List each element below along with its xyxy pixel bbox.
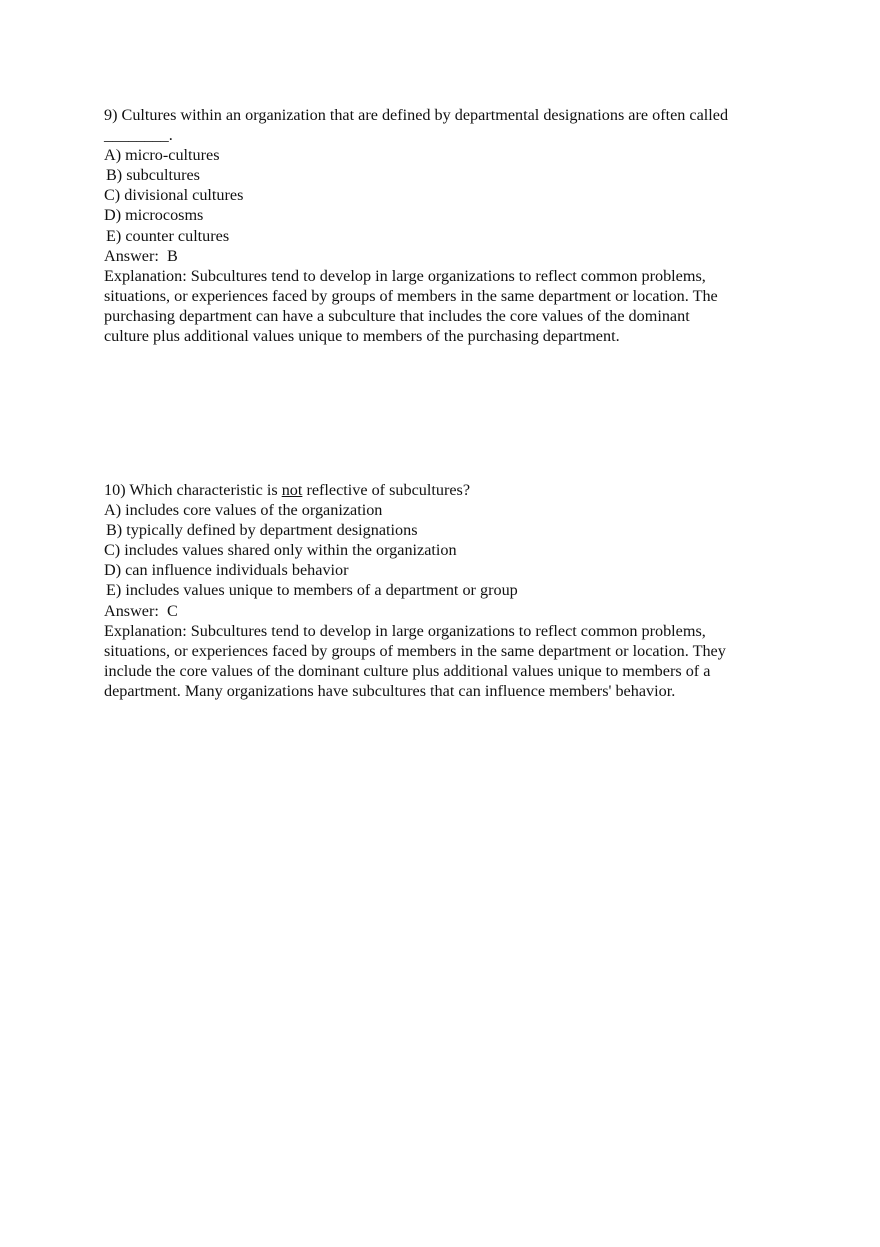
explanation-line-2: situations, or experiences faced by groups of members in the same department or location. The [104,286,718,305]
option-c: C) includes values shared only within the organization [104,541,457,560]
explanation-label: Explanation: [104,621,187,640]
option-d: D) can influence individuals behavior [104,561,349,580]
answer-blank: ________. [104,126,173,145]
answer-value: C [166,601,178,620]
question-number: 9) [104,106,118,124]
question-number: 10) [104,481,126,499]
explanation-line-4: culture plus additional values unique to members of the purchasing department. [104,327,620,346]
question-stem [104,105,784,125]
explanation-label: Explanation: [104,266,187,285]
question-stem [104,480,784,500]
option-b: B) subcultures [106,166,200,185]
explanation-line-2: situations, or experiences faced by groups of members in the same department or location. They [104,641,726,660]
option-a: A) includes core values of the organization [104,501,383,520]
answer-line [104,601,784,621]
explanation-line-3: include the core values of the dominant culture plus additional values unique to members of a [104,661,711,680]
option-a: A) micro-cultures [104,146,220,165]
option-d: D) microcosms [104,206,204,225]
question-9 [104,105,784,346]
question-text-before: Which characteristic is [129,481,278,499]
answer-label: Answer: [104,246,159,265]
answer-line [104,246,784,266]
explanation-line-4: department. Many organizations have subcultures that can influence members' behavior. [104,681,676,700]
answer-label: Answer: [104,601,159,620]
answer-value: B [166,246,178,265]
explanation-line-1: Explanation: Subcultures tend to develop in large organizations to reflect common problems, [104,621,706,640]
explanation-line-1: Explanation: Subcultures tend to develop in large organizations to reflect common problems, [104,266,706,285]
question-10 [104,480,784,701]
explanation-line-3: purchasing department can have a subculture that includes the core values of the dominant [104,306,690,325]
option-c: C) divisional cultures [104,186,244,205]
option-b: B) typically defined by department designations [106,521,418,540]
option-e: E) includes values unique to members of a department or group [106,581,518,600]
question-emphasis: not [281,481,303,499]
question-text-after: reflective of subcultures? [306,481,471,499]
option-e: E) counter cultures [106,226,230,245]
question-text: Cultures within an organization that are defined by departmental designations are often called [121,106,729,124]
